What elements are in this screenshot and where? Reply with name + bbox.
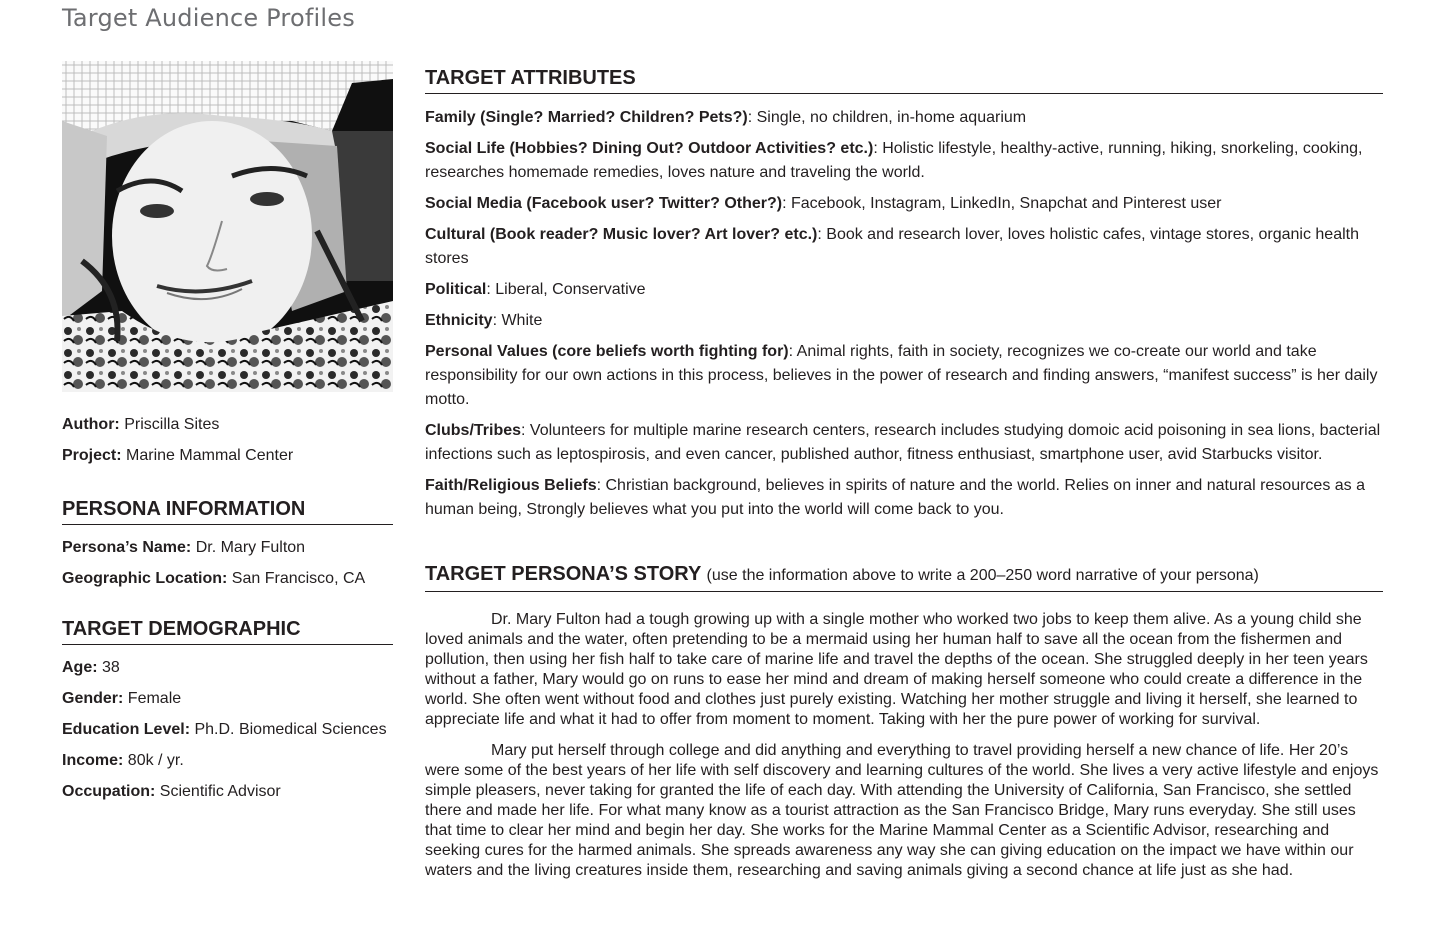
attribute-political: Political: Liberal, Conservative	[425, 281, 646, 298]
attribute-value: Volunteers for multiple marine research centers, research includes studying domoic acid poisoning in sea lions, bacterial infections such as leptospirosis, and even cancer, published author, fitness enthusiast, smartphone user, avid Starbucks visitor.	[425, 422, 1381, 463]
persona-information-heading: PERSONA INFORMATION	[62, 497, 393, 525]
attribute-social-media: Social Media (Facebook user? Twitter? Other?): Facebook, Instagram, LinkedIn, Snapchat and Pinterest user	[425, 195, 1222, 212]
geographic-location-line	[62, 567, 393, 591]
education-level-value: Ph.D. Biomedical Sciences	[194, 721, 387, 738]
attribute-value: Book and research lover, loves holistic cafes, vintage stores, organic health stores	[425, 226, 1359, 267]
author-value: Priscilla Sites	[124, 416, 220, 433]
attribute-label: Cultural (Book reader? Music lover? Art lover? etc.)	[425, 226, 818, 243]
attribute-value: Holistic lifestyle, healthy-active, running, hiking, snorkeling, cooking, researches homemade remedies, loves nature and traveling the world.	[425, 140, 1363, 181]
persona-name-value: Dr. Mary Fulton	[195, 539, 306, 556]
author-label: Author:	[62, 416, 120, 433]
attribute-social-life: Social Life (Hobbies? Dining Out? Outdoor Activities? etc.): Holistic lifestyle, healthy-active, running, hiking, snorkeling, cooking, researches homemade remedies, loves nature and traveling the world.	[425, 140, 1363, 181]
attribute-value: Liberal, Conservative	[495, 281, 646, 298]
income-line	[62, 749, 393, 773]
attribute-value: White	[501, 312, 543, 329]
education-level-line	[62, 718, 393, 742]
attribute-personal-values: Personal Values (core beliefs worth fighting for): Animal rights, faith in society, recognizes we co-create our world and take responsibility for our own actions in this process, believes in the power of research and finding answers, “manifest success” is her daily motto.	[425, 343, 1378, 408]
project-value: Marine Mammal Center	[126, 447, 294, 464]
attribute-cultural: Cultural (Book reader? Music lover? Art lover? etc.): Book and research lover, loves holistic cafes, vintage stores, organic health stores	[425, 226, 1359, 267]
age-label: Age:	[62, 659, 98, 676]
attribute-label: Political	[425, 281, 487, 298]
persona-story-instructions: (use the information above to write a 200–250 word narrative of your persona)	[706, 567, 1259, 584]
attribute-clubs-tribes: Clubs/Tribes: Volunteers for multiple marine research centers, research includes studying domoic acid poisoning in sea lions, bacterial infections such as leptospirosis, and even cancer, published author, fitness enthusiast, smartphone user, avid Starbucks visitor.	[425, 422, 1381, 463]
gender-line	[62, 687, 393, 711]
income-label: Income:	[62, 752, 124, 769]
story-paragraph: Dr. Mary Fulton had a tough growing up with a single mother who worked two jobs to keep them alive. As a young child she loved animals and the water, often pretending to be a mermaid using her human half to save all the ocean from the fishermen and pollution, then using her fish half to take care of marine life and travel the depths of the ocean. She struggled deeply in her teen years without a father, Mary would go on runs to ease her mind and dream of making herself someone who could create a difference in the world. She often went without food and clothes just purely existing. Watching her mother struggle and living it herself, she learned to appreciate life and what it had to offer from moment to moment. Taking with her the pure power of working for survival.	[425, 611, 1368, 728]
income-value: 80k / yr.	[127, 752, 184, 769]
geographic-location-value: San Francisco, CA	[231, 570, 366, 587]
attribute-label: Social Life (Hobbies? Dining Out? Outdoor Activities? etc.)	[425, 140, 874, 157]
left-column	[62, 61, 393, 811]
attribute-label: Personal Values (core beliefs worth fighting for)	[425, 343, 789, 360]
attribute-value: Facebook, Instagram, LinkedIn, Snapchat and Pinterest user	[790, 195, 1222, 212]
right-column	[425, 66, 1383, 892]
attribute-faith-religious-beliefs: Faith/Religious Beliefs: Christian background, believes in spirits of nature and the world. Relies on inner and natural resources as a human being, Strongly believes what you put into the world will come back to you.	[425, 477, 1366, 518]
target-demographic-section	[62, 617, 393, 804]
occupation-label: Occupation:	[62, 783, 156, 800]
education-level-label: Education Level:	[62, 721, 191, 738]
persona-story-section	[425, 562, 1383, 881]
persona-story-title: TARGET PERSONA’S STORY	[425, 563, 701, 585]
gender-label: Gender:	[62, 690, 124, 707]
target-attributes-section	[425, 66, 1383, 522]
attribute-label: Faith/Religious Beliefs	[425, 477, 597, 494]
occupation-value: Scientific Advisor	[159, 783, 281, 800]
target-attributes-heading: TARGET ATTRIBUTES	[425, 66, 1383, 94]
target-demographic-heading: TARGET DEMOGRAPHIC	[62, 617, 393, 645]
attribute-value: Christian background, believes in spirits of nature and the world. Relies on inner and natural resources as a human being, Strongly believes what you put into the world will come back to you.	[425, 477, 1366, 518]
geographic-location-label: Geographic Location:	[62, 570, 228, 587]
gender-value: Female	[127, 690, 182, 707]
author-block	[62, 413, 393, 468]
project-line	[62, 444, 393, 468]
persona-story-heading	[425, 562, 1383, 592]
attribute-label: Clubs/Tribes	[425, 422, 522, 439]
attribute-family: Family (Single? Married? Children? Pets?): Single, no children, in-home aquarium	[425, 109, 1027, 126]
project-label: Project:	[62, 447, 122, 464]
persona-name-label: Persona’s Name:	[62, 539, 192, 556]
age-line	[62, 656, 393, 680]
attribute-value: Single, no children, in-home aquarium	[756, 109, 1027, 126]
persona-name-line	[62, 536, 393, 560]
persona-photo	[62, 61, 393, 392]
attribute-value: Animal rights, faith in society, recognizes we co-create our world and take responsibility for our own actions in this process, believes in the power of research and finding answers, “manifest success” is her daily motto.	[425, 343, 1378, 408]
page-title: Target Audience Profiles	[62, 4, 355, 32]
attribute-label: Family (Single? Married? Children? Pets?)	[425, 109, 748, 126]
attribute-label: Ethnicity	[425, 312, 493, 329]
persona-information-section	[62, 497, 393, 591]
author-line	[62, 413, 393, 437]
attribute-ethnicity: Ethnicity: White	[425, 312, 543, 329]
story-paragraph: Mary put herself through college and did anything and everything to travel providing herself a new chance of life. Her 20’s were some of the best years of her life with self discovery and learning cultures of the world. She lives a very active lifestyle and enjoys simple pleasers, never taking for granted the life of each day. With attending the University of California, San Francisco, she settled there and made her life. For what many know as a tourist attraction as the San Francisco Bridge, Mary runs everyday. She still uses that time to clear her mind and begin her day. She works for the Marine Mammal Center as a Scientific Advisor, researching and seeking cures for the harmed animals. She spreads awareness any way she can giving education on the impact we have within our waters and the living creatures inside them, researching and saving animals giving a second chance at life just as she had.	[425, 742, 1379, 879]
occupation-line	[62, 780, 393, 804]
attribute-label: Social Media (Facebook user? Twitter? Other?)	[425, 195, 783, 212]
age-value: 38	[102, 659, 120, 676]
